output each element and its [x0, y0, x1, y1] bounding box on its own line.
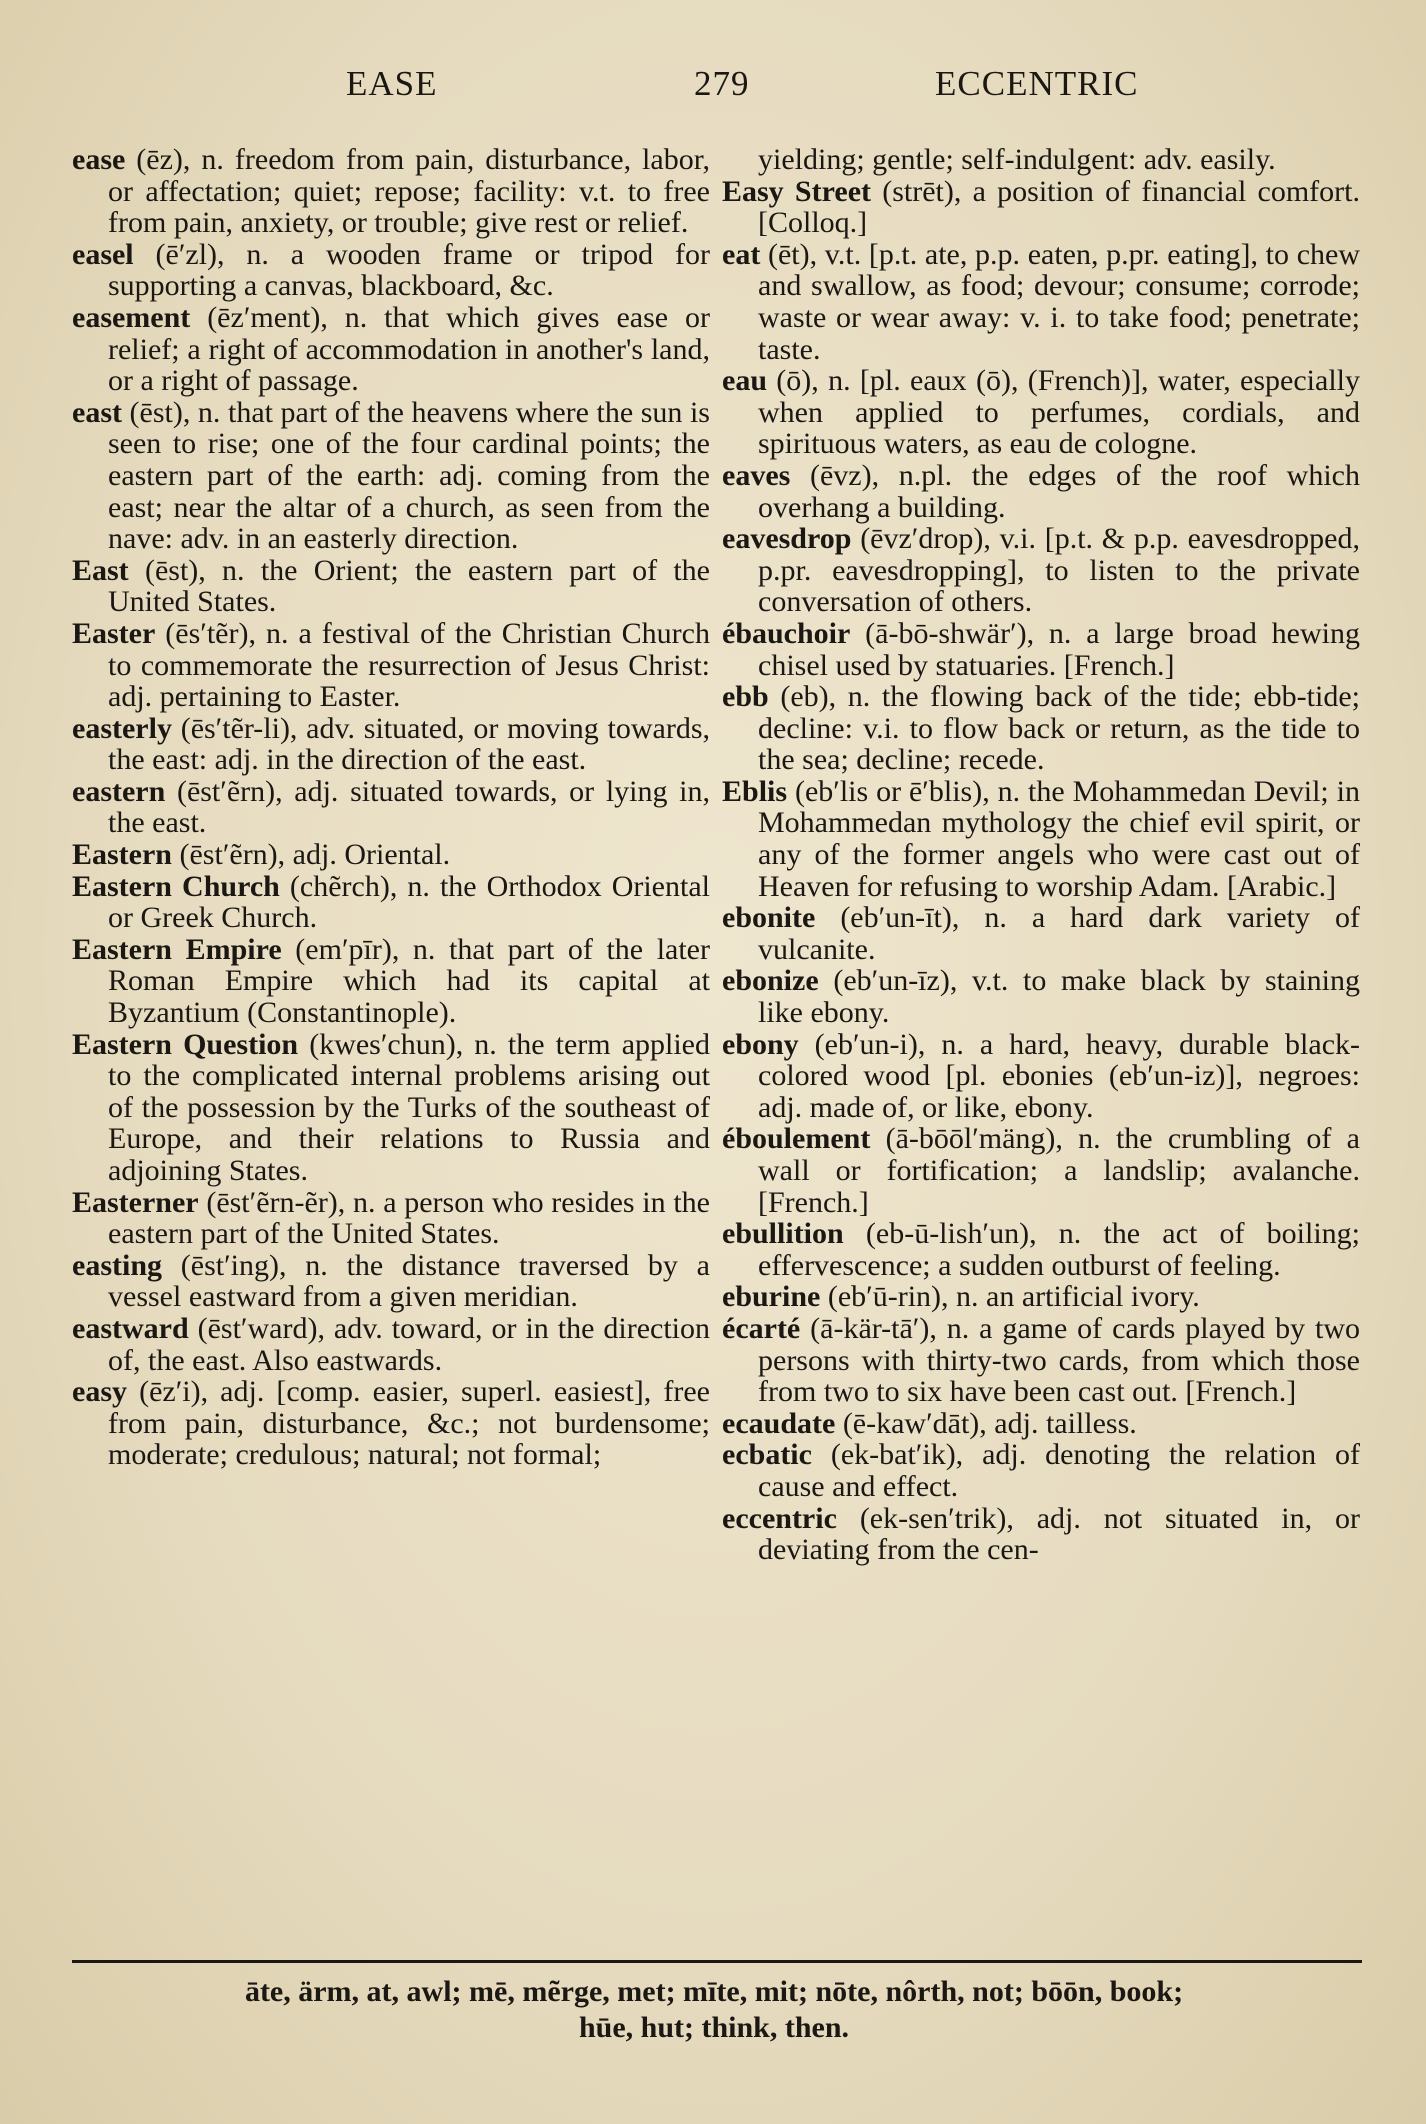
headword: ébauchoir — [722, 616, 851, 650]
dictionary-entry — [72, 1250, 710, 1313]
headword: ebonite — [722, 901, 816, 935]
dictionary-entry — [72, 871, 710, 934]
definition: (eb′un-īz), v.t. to make black by staining like ebony. — [758, 964, 1360, 1030]
dictionary-entry — [722, 1218, 1360, 1281]
dictionary-entry — [722, 1029, 1360, 1124]
dictionary-entry — [722, 1313, 1360, 1408]
headword: East — [72, 553, 129, 587]
definition: (ēvz′drop), v.i. [p.t. & p.p. eavesdropped, p.pr. eavesdropping], to listen to the private conversation of others. — [758, 522, 1360, 619]
dictionary-entry — [722, 1439, 1360, 1502]
definition: (ēst′ẽrn), adj. Oriental. — [172, 838, 451, 872]
headword: easel — [72, 237, 134, 271]
dictionary-entry — [722, 239, 1360, 365]
dictionary-entry — [72, 776, 710, 839]
headword: eburine — [722, 1280, 821, 1314]
definition: (chẽrch), n. the Orthodox Oriental or Greek Church. — [108, 869, 710, 935]
headword: éboulement — [722, 1122, 871, 1156]
definition: (ēst′ẽrn-ẽr), n. a person who resides in the eastern part of the United States. — [108, 1185, 710, 1251]
dictionary-entry — [722, 1503, 1360, 1566]
dictionary-entry — [72, 1029, 710, 1187]
dictionary-entry — [72, 555, 710, 618]
headword: east — [72, 395, 122, 429]
definition: (ēvz), n.pl. the edges of the roof which overhang a building. — [758, 458, 1360, 524]
dictionary-entry — [72, 239, 710, 302]
running-head — [0, 64, 1426, 114]
definition: (ē′zl), n. a wooden frame or tripod for supporting a canvas, blackboard, &c. — [108, 237, 710, 303]
definition: (eb), n. the flowing back of the tide; ebb-tide; decline: v.i. to flow back or return, as the tide to the sea; decline; recede. — [758, 680, 1360, 777]
dictionary-entry — [72, 839, 710, 871]
definition: (eb′un-īt), n. a hard dark variety of vulcanite. — [758, 901, 1360, 966]
headword: eccentric — [722, 1501, 837, 1535]
dictionary-entry — [72, 713, 710, 776]
headword: Easterner — [72, 1185, 199, 1219]
definition: (em′pīr), n. that part of the later Roman Empire which had its capital at Byzantium (Constantinople). — [108, 932, 710, 1030]
headword: Eastern Church — [72, 869, 280, 903]
definition: (ēst), n. that part of the heavens where the sun is seen to rise; one of the four cardinal points; the eastern part of the earth: adj. coming from the east; near the altar of a church, as seen from the nave: adv. in an easterly direction. — [108, 395, 710, 556]
dictionary-entry — [722, 523, 1360, 618]
left-column — [72, 144, 710, 1471]
definition: (ēz), n. freedom from pain, disturbance, labor, or affectation; quiet; repose; facility: v.t. to free from pain, anxiety, or trouble; give rest or relief. — [108, 143, 710, 240]
headword: ease — [72, 143, 126, 176]
dictionary-entry — [722, 144, 1360, 176]
dictionary-entry — [722, 1123, 1360, 1218]
definition: (eb′ū-rin), n. an artificial ivory. — [820, 1280, 1200, 1314]
definition: (ā-bōōl′mäng), n. the crumbling of a wall or fortification; a landslip; avalanche. [French.] — [758, 1122, 1360, 1219]
definition: (eb′un-i), n. a hard, heavy, durable black-colored wood [pl. ebonies (eb′un-iz)], negroes: adj. made of, or like, ebony. — [758, 1027, 1360, 1124]
headword: eaves — [722, 458, 791, 492]
headword: ecbatic — [722, 1438, 812, 1472]
headword: easting — [72, 1248, 162, 1282]
definition: (ēs′tẽr), n. a festival of the Christian Church to commemorate the resurrection of Jesus Christ: adj. pertaining to Easter. — [108, 616, 710, 714]
headword: Eblis — [722, 774, 788, 808]
headword: Easy Street — [722, 174, 871, 208]
definition: (kwes′chun), n. the term applied to the complicated internal problems arising out of the possession by the Turks of the southeast of Europe, and their relations to Russia and adjoining States. — [108, 1027, 710, 1187]
headword: eau — [722, 364, 767, 398]
dictionary-entry — [72, 1313, 710, 1376]
dictionary-entry — [72, 397, 710, 555]
headword: ecaudate — [722, 1406, 836, 1440]
definition: (ēst′ẽrn), adj. situated towards, or lying in, the east. — [108, 774, 710, 840]
definition: yielding; gentle; self-indulgent: adv. easily. — [758, 143, 1276, 176]
page-number: 279 — [694, 64, 750, 103]
definition: (strēt), a position of financial comfort. [Colloq.] — [758, 174, 1360, 240]
headword: Eastern — [72, 838, 172, 872]
dictionary-entry — [72, 144, 710, 239]
headword: easement — [72, 300, 191, 334]
headword: ebony — [722, 1027, 799, 1061]
pronunciation-key-line-2: hūe, hut; think, then. — [578, 2011, 850, 2044]
pronunciation-key — [66, 1974, 1362, 2046]
guide-word-right: ECCENTRIC — [935, 64, 1139, 103]
definition: (ēs′tẽr-li), adv. situated, or moving towards, the east: adj. in the direction of the east. — [108, 711, 710, 777]
dictionary-entry — [722, 618, 1360, 681]
dictionary-entry — [72, 1376, 710, 1471]
dictionary-entry — [72, 302, 710, 397]
dictionary-entry — [722, 681, 1360, 776]
headword: écarté — [722, 1311, 801, 1345]
headword: easy — [72, 1375, 127, 1409]
headword: eavesdrop — [722, 522, 852, 556]
headword: eat — [722, 237, 761, 271]
definition: (ā-kär-tā′), n. a game of cards played by two persons with thirty-two cards, from which those from two to six have been cast out. [French.] — [758, 1311, 1360, 1409]
dictionary-entry — [72, 618, 710, 713]
headword: Easter — [72, 616, 156, 650]
dictionary-entry — [722, 460, 1360, 523]
dictionary-entry — [722, 176, 1360, 239]
headword: Eastern Question — [72, 1027, 299, 1061]
headword: easterly — [72, 711, 172, 745]
definition: (ēz′ment), n. that which gives ease or relief; a right of accommodation in another's land, or a right of passage. — [108, 300, 710, 398]
headword: ebb — [722, 680, 769, 714]
definition: (ā-bō-shwär′), n. a large broad hewing chisel used by statuaries. [French.] — [758, 616, 1360, 682]
dictionary-entry — [72, 934, 710, 1029]
definition: (ēst′ing), n. the distance traversed by a vessel eastward from a given meridian. — [108, 1248, 710, 1314]
definition: (ēst′ward), adv. toward, or in the direction of, the east. Also eastwards. — [108, 1311, 710, 1377]
headword: ebonize — [722, 964, 819, 998]
definition: (eb′lis or ē′blis), n. the Mohammedan Devil; in Mohammedan mythology the chief evil spirit, or any of the former angels who were cast out of Heaven for refusing to worship Adam. [Arabic.] — [758, 774, 1360, 903]
headword: Eastern Empire — [72, 932, 282, 966]
definition: (ek-sen′trik), adj. not situated in, or deviating from the cen- — [758, 1501, 1360, 1567]
dictionary-entry — [722, 965, 1360, 1028]
headword: eastern — [72, 774, 166, 808]
headword: ebullition — [722, 1217, 844, 1251]
footer-rule — [72, 1960, 1362, 1963]
dictionary-entry — [722, 1408, 1360, 1440]
dictionary-entry — [722, 902, 1360, 965]
guide-word-left: EASE — [346, 64, 438, 103]
definition: (ō), n. [pl. eaux (ō), (French)], water, especially when applied to perfumes, cordials, and spirituous waters, as eau de cologne. — [758, 364, 1360, 461]
definition: (ēt), v.t. [p.t. ate, p.p. eaten, p.pr. eating], to chew and swallow, as food; devour; consume; corrode; waste or wear away: v. i. to take food; penetrate; taste. — [758, 237, 1360, 366]
right-column — [722, 144, 1360, 1566]
definition: (ē-kaw′dāt), adj. tailless. — [835, 1406, 1137, 1440]
definition: (ēz′i), adj. [comp. easier, superl. easiest], free from pain, disturbance, &c.; not burdensome; moderate; credulous; natural; not formal; — [108, 1375, 710, 1472]
dictionary-entry — [722, 365, 1360, 460]
dictionary-entry — [722, 1281, 1360, 1313]
definition: (ēst), n. the Orient; the eastern part of the United States. — [108, 553, 710, 619]
headword: eastward — [72, 1311, 189, 1345]
dictionary-entry — [72, 1187, 710, 1250]
pronunciation-key-line-1: āte, ärm, at, awl; mē, mẽrge, met; mīte, mit; nōte, nôrth, not; bōōn, book; — [244, 1975, 1184, 2008]
definition: (eb-ū-lish′un), n. the act of boiling; effervescence; a sudden outburst of feeling. — [758, 1217, 1360, 1282]
dictionary-entry — [722, 776, 1360, 902]
definition: (ek-bat′ik), adj. denoting the relation of cause and effect. — [758, 1438, 1360, 1503]
